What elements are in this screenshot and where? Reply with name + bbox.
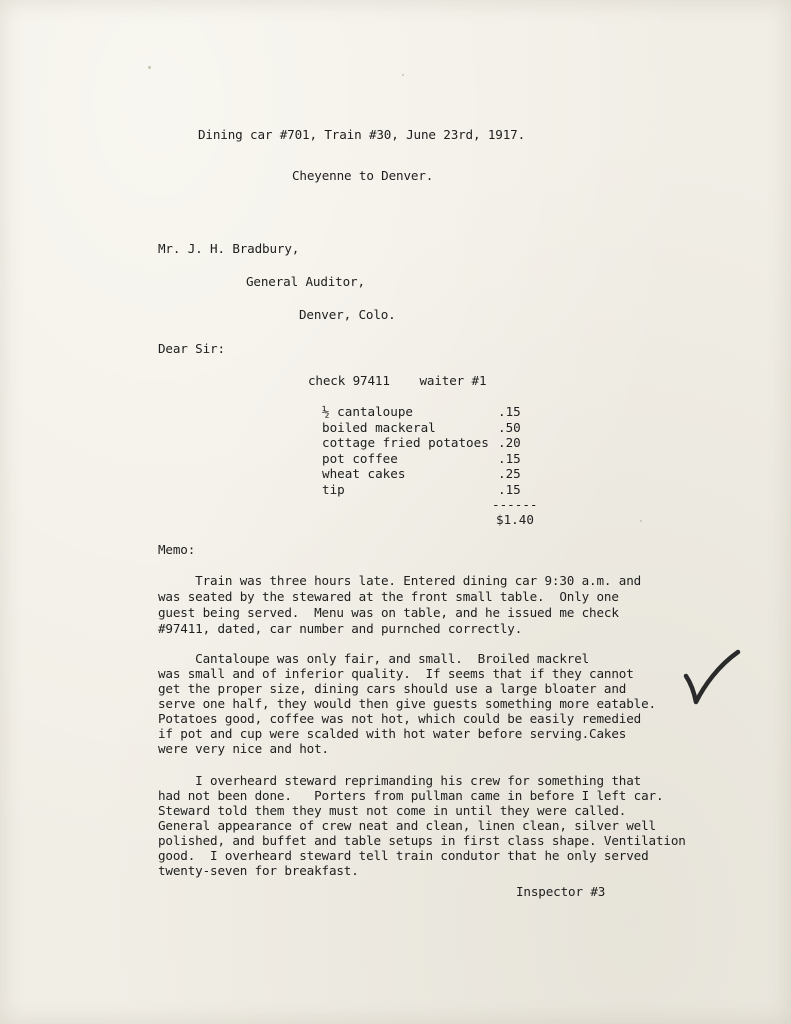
check-item-name: tip [322, 482, 345, 497]
paragraph-line: if pot and cup were scalded with hot water before serving.Cakes [158, 726, 627, 741]
paragraph-line: was seated by the stewared at the front small table. Only one [158, 589, 619, 604]
check-item-name: wheat cakes [322, 466, 406, 481]
check-item-name: pot coffee [322, 451, 398, 466]
check-total-rule: ------ [492, 497, 538, 512]
paragraph-line: Cantaloupe was only fair, and small. Broiled mackrel [158, 651, 590, 666]
paragraph-line: serve one half, they would then give guests something more eatable. [158, 696, 656, 711]
paragraph-line: I overheard steward reprimanding his crew for something that [158, 773, 642, 788]
signature: Inspector #3 [516, 884, 606, 899]
check-item-price: .15 [498, 404, 521, 419]
check-total: $1.40 [496, 512, 534, 527]
header-route: Cheyenne to Denver. [292, 168, 434, 183]
paper-speck [640, 520, 642, 522]
address-title: General Auditor, [246, 274, 365, 289]
address-city: Denver, Colo. [299, 307, 396, 322]
check-item-price: .25 [498, 466, 521, 481]
check-item-name: ½ cantaloupe [322, 404, 413, 419]
check-item-price: .15 [498, 451, 521, 466]
paragraph-line: were very nice and hot. [158, 741, 329, 756]
paragraph-line: Steward told them they must not come in until they were called. [158, 803, 627, 818]
check-item-name: boiled mackeral [322, 420, 436, 435]
check-item-name: cottage fried potatoes [322, 435, 489, 450]
paragraph-line: polished, and buffet and table setups in first class shape. Ventilation [158, 833, 686, 848]
check-item-price: .20 [498, 435, 521, 450]
paragraph-line: get the proper size, dining cars should use a large bloater and [158, 681, 627, 696]
check-heading: check 97411 waiter #1 [308, 373, 487, 388]
paragraph-line: guest being served. Menu was on table, and he issued me check [158, 605, 619, 620]
paragraph-line: had not been done. Porters from pullman came in before I left car. [158, 788, 664, 803]
paragraph-line: Potatoes good, coffee was not hot, which could be easily remedied [158, 711, 642, 726]
check-item-price: .15 [498, 482, 521, 497]
paragraph-line: twenty-seven for breakfast. [158, 863, 359, 878]
check-item-price: .50 [498, 420, 521, 435]
paragraph-line: #97411, dated, car number and purnched correctly. [158, 621, 523, 636]
check-mark-icon [682, 648, 742, 708]
header-title-line: Dining car #701, Train #30, June 23rd, 1917. [198, 127, 526, 142]
paragraph-line: good. I overheard steward tell train condutor that he only served [158, 848, 649, 863]
salutation: Dear Sir: [158, 341, 225, 356]
paper-speck [148, 66, 151, 69]
paragraph-line: General appearance of crew neat and clean, linen clean, silver well [158, 818, 656, 833]
paragraph-line: Train was three hours late. Entered dining car 9:30 a.m. and [158, 573, 642, 588]
address-name: Mr. J. H. Bradbury, [158, 241, 300, 256]
paragraph-line: was small and of inferior quality. If seems that if they cannot [158, 666, 634, 681]
paper-speck [402, 74, 404, 76]
memo-label: Memo: [158, 542, 196, 557]
